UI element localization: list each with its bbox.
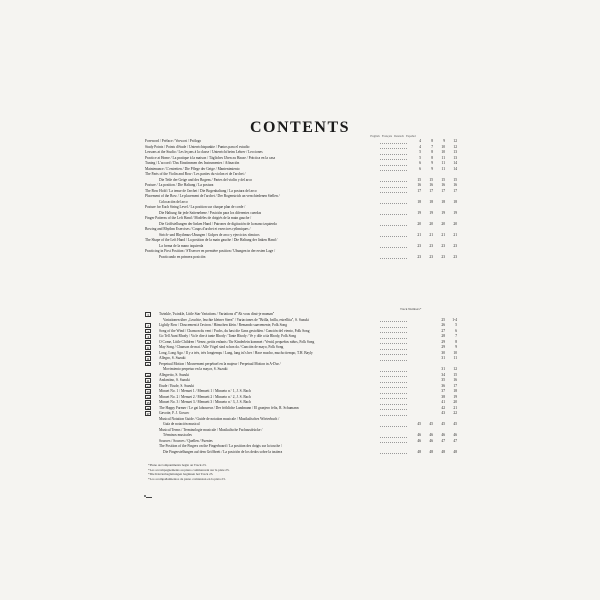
column-header-francais: Français [381, 134, 393, 138]
page-number: 23 [417, 254, 421, 259]
dot-leader [380, 360, 407, 361]
entry-title: The Position of the Fingers on the Fingerboard / La position des doigts sur la touche / [159, 444, 282, 448]
dot-leader [380, 453, 407, 454]
page-number: 4 [419, 144, 421, 149]
page-number: 48 [453, 449, 457, 454]
dot-leader [380, 170, 407, 171]
dot-leader [380, 247, 407, 248]
dot-leader [380, 181, 407, 182]
entry-title: Long, Long Ago / Il y a très, très longtemps / Lang, lang ist's her / Hace mucho, mucho tiempo, T.H. Bayly [159, 350, 313, 355]
page-number: 25 [441, 317, 445, 322]
dot-leader [380, 343, 407, 344]
entry-title: Gavotte, F. J. Gossec [159, 411, 190, 415]
page-number: 8 [431, 155, 433, 160]
entry-title: Minuet No. 2 / Menuet 2 / Menuett 2 / Minueto n.º 2, J. S. Bach [159, 394, 251, 399]
entry-title: Die Haltung für jede Saitenebene / Posición para los diferentes cuerdas [159, 210, 262, 215]
dot-leader [380, 371, 407, 372]
entry-title: Variationen über „Leuchte, leuchte kleiner Stern" / Variaciones de "Brilla, brilla, estrellita", S. Suzuki [163, 317, 309, 322]
page-number: 46 [429, 438, 433, 443]
page-number: 15 [417, 177, 421, 182]
dot-leader [380, 382, 407, 383]
contents-section-intro [145, 139, 457, 260]
page-number: 28 [441, 334, 445, 338]
dot-leader [380, 376, 407, 377]
page-number: 42 [441, 405, 445, 410]
page-number: 5 [419, 155, 421, 160]
track-number: 8 [455, 339, 457, 344]
dot-leader [380, 192, 407, 193]
page-number: 29 [441, 339, 445, 344]
page-number: 19 [429, 210, 433, 215]
dot-leader [380, 214, 407, 215]
page-number: 30 [441, 350, 445, 355]
entry-title: Allegro, S. Suzuki [159, 356, 186, 360]
dot-leader [380, 225, 407, 226]
page-number: 31 [441, 367, 445, 371]
page-number: 36 [441, 383, 445, 388]
entry-title: Placement of the Bow / Le placement de l'archet / Der Bogenstrich an verschiedenen Stellen / [145, 194, 280, 198]
page-number: 21 [417, 232, 421, 237]
dot-leader [380, 258, 407, 259]
page-number: 19 [417, 210, 421, 215]
page-number: 20 [441, 221, 445, 226]
page-number: 23 [453, 243, 457, 248]
dot-leader [380, 354, 407, 355]
page-number: 9 [443, 139, 445, 143]
page-number: 46 [417, 433, 421, 437]
footnote-french: *Les accompagnements au piano commencent sur la piste 23. [148, 467, 230, 472]
page-number: 46 [441, 433, 445, 437]
dot-leader [380, 143, 407, 144]
dot-leader [380, 409, 407, 410]
page-number: 20 [453, 221, 457, 226]
dot-leader [380, 321, 407, 322]
page-number: 20 [417, 221, 421, 226]
piece-number-box: 14 [146, 395, 150, 400]
piece-number-box: 6 [145, 345, 151, 350]
entry-title: The Parts of the Violin and Bow / Les parties du violon et de l'archet / [145, 172, 246, 176]
dot-leader [380, 332, 407, 333]
page-number: 17 [417, 188, 421, 193]
dot-leader [380, 338, 407, 339]
page-number: 10 [441, 144, 445, 149]
page-number: 23 [429, 254, 433, 259]
entry-title: May Song / Chanson de mai / Alle Vögel sind schon da / Canción de mayo, Folk Song [159, 345, 284, 349]
language-column-headers [369, 134, 417, 138]
dot-leader [380, 154, 407, 155]
column-header-deutsch: Deutsch [394, 134, 404, 138]
piece-number-box: 3 [145, 329, 151, 334]
entry-title: Allegretto, S. Suzuki [159, 372, 190, 377]
dot-leader [380, 437, 407, 438]
page-number: 23 [441, 254, 445, 259]
entry-title: Go Tell Aunt Rhody / Va le dire à tante Rhody / Tante Rhody / Ve y dile a tía Rhody, Folk Song [159, 334, 297, 338]
track-number: 11 [453, 356, 457, 360]
page-number: 15 [441, 177, 445, 182]
footnote-spanish: *Los acompañamientos de piano comienzan en la pista 23. [148, 476, 226, 481]
dot-leader [380, 203, 407, 204]
page-number: 12 [453, 139, 457, 143]
dot-leader [380, 442, 407, 443]
entry-title: Practice at Home / La pratique à la maison / Tägliches Üben zu Hause / Práctica en la casa [145, 155, 276, 160]
page-number: 5 [419, 150, 421, 154]
entry-title: Lessons at the Studio / Les leçons à la classe / Unterricht beim Lehrer / Lecciones [145, 150, 263, 154]
entry-title: Sources / Sources / Quellen / Fuentes [159, 438, 213, 443]
track-number: 7 [455, 334, 457, 338]
track-numbers-header: Track Numbers* [400, 307, 422, 311]
track-number: 1-4 [452, 317, 457, 322]
entry-title: Strich- und Rhythmus-Übungen / Golpes de arco y ejercicios rítmicos [159, 232, 260, 237]
page-number: 23 [441, 243, 445, 248]
page-number: 14 [453, 161, 457, 165]
track-number: 5 [455, 323, 457, 327]
page-number: 16 [453, 183, 457, 187]
page-number: 13 [453, 150, 457, 154]
piece-number-box: 15 [146, 401, 150, 406]
page-number: 23 [453, 254, 457, 259]
entry-title: Study Points / Points d'étude / Unterrichtspunkte / Puntos para el estudio [145, 144, 250, 149]
page-number: 23 [417, 243, 421, 248]
page-title: CONTENTS [249, 119, 351, 136]
page-number: 48 [441, 449, 445, 454]
entry-title: Términos musicales [163, 433, 192, 437]
page-number: 13 [453, 155, 457, 160]
dot-leader [380, 398, 407, 399]
track-number: 6 [455, 328, 457, 333]
entry-title: The Bow Hold / La tenue de l'archet / Die Bogenhaltung / La postura del arco [145, 188, 257, 193]
page-number: 16 [441, 183, 445, 187]
dot-leader [380, 159, 407, 160]
entry-title: Andantino, S. Suzuki [159, 378, 190, 382]
entry-page-numbers [409, 450, 457, 456]
entry-title: Posture for Each String Level / La position sur chaque plan de corde / [145, 205, 246, 209]
page-number: 18 [417, 199, 421, 204]
entry-title: Tuning / L'accord / Das Einstimmen des Instrumentes / Afinación [145, 161, 240, 165]
page-number: 6 [419, 161, 421, 165]
page-number: 16 [417, 183, 421, 187]
entry-title: Die Griffstellungen der linken Hand / Patrones de digitación de la mano izquierda [159, 221, 277, 226]
piece-number-box: 7 [145, 351, 151, 356]
page-number: 23 [429, 243, 433, 248]
entry-title: The Shape of the Left Hand / La position de la main gauche / Die Haltung der linken Hand / [145, 238, 278, 242]
entry-title: O Come, Little Children / Venez, petits enfants / Ihr Kinderlein kommet / Venid, pequeños niños, Folk Song [159, 339, 315, 344]
entry-title: Posture / La position / Die Haltung / La postura [145, 183, 214, 187]
dot-leader [380, 327, 407, 328]
page-number: 38 [441, 394, 445, 399]
page-number: 48 [417, 449, 421, 454]
track-number: 10 [453, 350, 457, 355]
page-number: 18 [429, 199, 433, 204]
dot-leader [380, 236, 407, 237]
page-number: 46 [429, 433, 433, 437]
dot-leader [380, 415, 407, 416]
entry-title: Song of the Wind / Chanson du vent / Fuchs, du hast die Gans gestohlen / Canción del viento, Folk Song [159, 328, 310, 333]
page-number: 18 [441, 199, 445, 204]
track-number: 9 [455, 345, 457, 349]
page-number: 29 [441, 345, 445, 349]
page-number: 21 [441, 232, 445, 237]
page-number: 45 [417, 422, 421, 426]
piece-number-box: 11 [146, 379, 150, 384]
entry-title: Bowing and Rhythm Exercises / Coups d'archet et exercices rythmiques / [145, 227, 251, 231]
entry-title: Foreword / Préface / Vorwort / Prólogo [145, 139, 202, 143]
page-number: 9 [431, 166, 433, 171]
page-number: 7 [431, 144, 433, 149]
page-number: 12 [453, 144, 457, 149]
page-number: 11 [441, 161, 445, 165]
page-number: 31 [441, 356, 445, 360]
contents-section-pieces [145, 312, 457, 455]
page-number: 8 [431, 139, 433, 143]
dot-leader [380, 148, 407, 149]
track-number: 18 [453, 389, 457, 393]
entry-title: Finger Patterns of the Left Hand / Modèles de doigtés de la main gauche / [145, 216, 252, 220]
page-number: 26 [441, 323, 445, 327]
piece-number-box: 16 [146, 406, 150, 411]
page-number: 21 [453, 232, 457, 237]
page-number: 48 [429, 449, 433, 454]
column-header-espanol: Español [406, 134, 416, 138]
track-number: 15 [453, 372, 457, 377]
dot-leader [380, 404, 407, 405]
page-number: 15 [429, 177, 433, 182]
entry-title: Musical Terms / Terminologie musicale / Musikalische Fachausdrücke / [159, 427, 263, 432]
entry-title: La forma de la mano izquierda [159, 243, 204, 248]
page-number: 27 [441, 328, 445, 333]
contents-entry[interactable] [145, 450, 457, 456]
page-number: 16 [429, 183, 433, 187]
entry-title: Lightly Row / Doucement à l'aviron / Hänschen klein / Remando suavemente, Folk Song [159, 323, 288, 327]
page-number: 17 [453, 188, 457, 193]
piece-number-box: 12 [146, 384, 150, 389]
page-number: 46 [453, 433, 457, 437]
entry-title: Guía de notación musical [163, 422, 200, 426]
page-number: 15 [453, 177, 457, 182]
entry-title: Etude / Étude, S. Suzuki [159, 383, 195, 388]
page-number: 20 [429, 221, 433, 226]
page-number: 19 [441, 210, 445, 215]
track-number: 16 [453, 378, 457, 382]
track-number: 20 [453, 400, 457, 404]
page-number: 21 [429, 232, 433, 237]
page-number: 8 [431, 150, 433, 154]
contents-entry[interactable] [145, 255, 457, 261]
entry-page-numbers [409, 255, 457, 261]
entry-title: Minuet No. 3 / Menuet 3 / Menuett 3 / Minueto n.º 3, J. S. Bach [159, 400, 251, 404]
entry-title: Movimiento perpetuo en la mayor, S. Suzuki [163, 367, 228, 371]
page-number: 47 [441, 438, 445, 443]
dot-leader [380, 187, 407, 188]
page-number: 11 [441, 155, 445, 160]
entry-title: Practicando en primera posición [159, 254, 206, 259]
dot-leader [380, 349, 407, 350]
page-number: 45 [453, 422, 457, 426]
entry-title: Colocación del arco [159, 199, 188, 204]
page-number: 6 [419, 166, 421, 171]
entry-title: Minuet No. 1 / Menuet 1 / Menuett 1 / Minueto n.º 1, J. S. Bach [159, 389, 251, 393]
piece-number-box: 2 [145, 323, 151, 328]
page-number: 19 [453, 210, 457, 215]
piece-number-box: 17 [146, 412, 150, 417]
page-number: 37 [441, 389, 445, 393]
page-number: 46 [417, 438, 421, 443]
track-number: 12 [453, 367, 457, 371]
page-number: 10 [441, 150, 445, 154]
page-mark-line [146, 497, 152, 498]
footnote-english: *Piano Accompaniments begin on Track 23. [148, 463, 207, 467]
page-number: 34 [441, 372, 445, 377]
page-number: 35 [441, 378, 445, 382]
page-number: 18 [453, 199, 457, 204]
dot-leader [380, 387, 407, 388]
page-number: 9 [431, 161, 433, 165]
track-number: 22 [453, 411, 457, 415]
dot-leader [380, 426, 407, 427]
page-number: 41 [441, 400, 445, 404]
piece-number-box: 5 [145, 340, 151, 345]
entry-title: Perpetual Motion / Mouvement perpétuel en la majeur / Perpetual Motion in A-Dur / [159, 361, 281, 366]
entry-title: Maintenance / L'entretien / Die Pflege der Geige / Mantenimiento [145, 166, 240, 171]
footnote-german: *Die Klavierbegleitungen beginnen bei Track 23. [148, 472, 214, 477]
page-number: 45 [429, 422, 433, 426]
footnotes [148, 463, 229, 481]
track-number: 21 [453, 405, 457, 410]
column-header-english: English [370, 134, 380, 138]
page-number: 47 [453, 438, 457, 443]
entry-title: Musical Notation Guide / Guide de notation musicale / Musikalisches Wörterbuch / [159, 416, 280, 421]
entry-title: Die Teile der Geige und des Bogens / Partes del violín y del arco [159, 177, 252, 182]
track-number: 17 [453, 383, 457, 388]
page-number: 17 [429, 188, 433, 193]
page-number: 43 [441, 411, 445, 415]
entry-title: Die Fingerstellungen auf dem Griffbrett / La posición de los dedos sobre la tastiera [163, 449, 283, 454]
entry-title: Twinkle, Twinkle, Little Star Variations / Variations d'"Ah vous dirai-je maman" [159, 312, 275, 316]
page-number: 17 [441, 188, 445, 193]
piece-number-box: 1 [145, 312, 151, 317]
page-number: 11 [441, 166, 445, 171]
dot-leader [380, 393, 407, 394]
piece-number-box: 10 [146, 373, 150, 378]
piece-number-box: 9 [145, 362, 151, 367]
page-number: 45 [441, 422, 445, 426]
dot-leader [380, 165, 407, 166]
track-number: 19 [453, 394, 457, 399]
page-number: 14 [453, 166, 457, 171]
piece-number-box: 13 [146, 390, 150, 395]
piece-number-box: 4 [145, 334, 151, 339]
page-number: 4 [419, 139, 421, 143]
entry-title: The Happy Farmer / Le gai laboureur / Der fröhliche Landmann / El granjero feliz, R. Schumann [159, 405, 299, 410]
piece-number-box: 8 [145, 356, 151, 361]
entry-title: Practicing in First Position / S'Exercer en première position / Übungen in der ersten Lage / [145, 249, 276, 253]
